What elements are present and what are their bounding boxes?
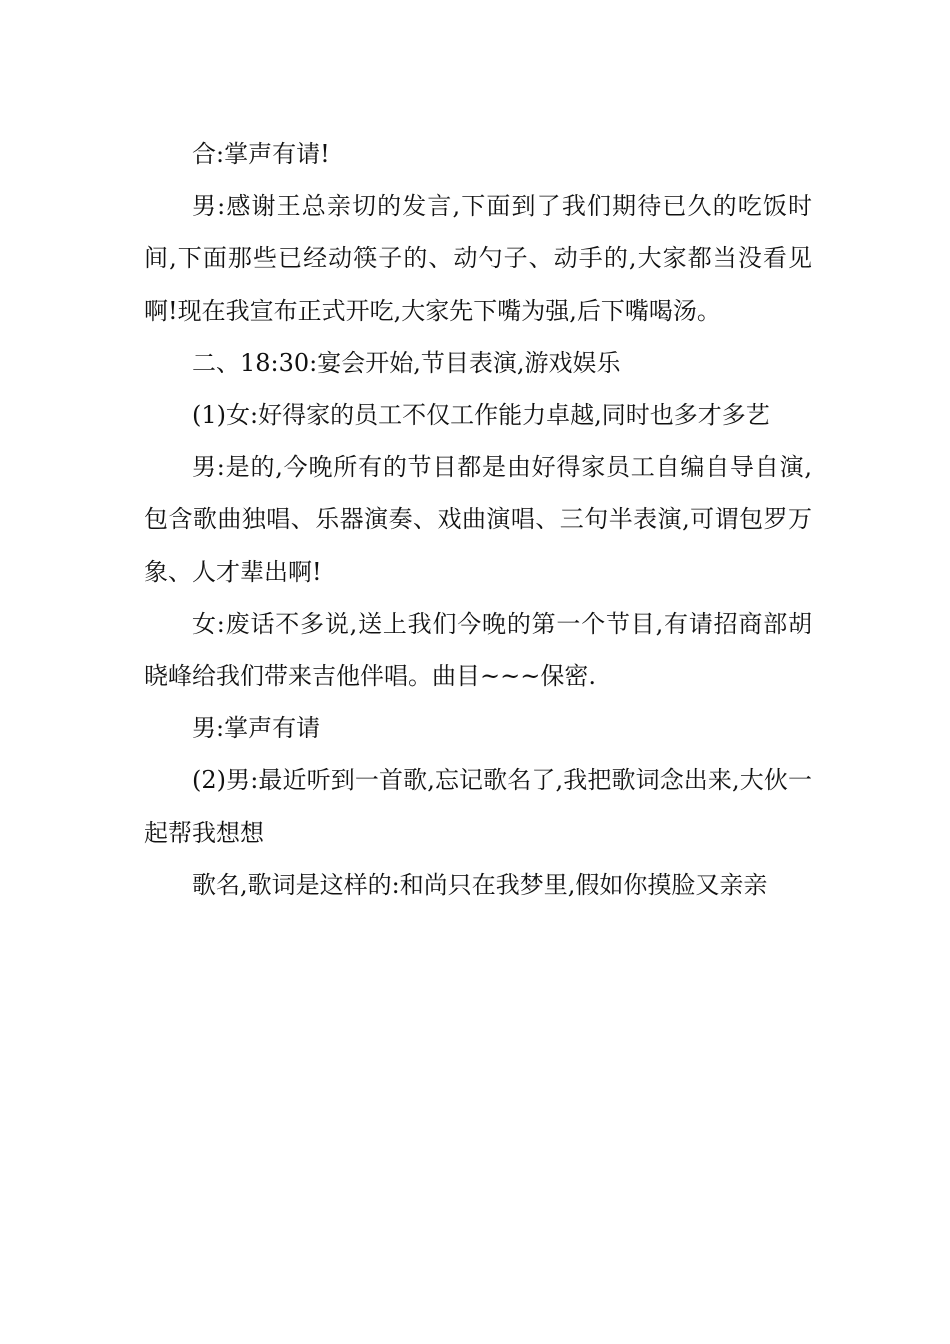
paragraph-dinner-start: 男:感谢王总亲切的发言,下面到了我们期待已久的吃饭时间,下面那些已经动筷子的、动勺子、动手的,大家都当没看见啊!现在我宣布正式开吃,大家先下嘴为强,后下嘴喝汤。 [144, 192, 812, 325]
paragraph-programs-intro: 男:是的,今晚所有的节目都是由好得家员工自编自导自演,包含歌曲独唱、乐器演奏、戏曲演唱、三句半表演,可谓包罗万象、人才辈出啊! [144, 453, 812, 586]
paragraph-song-lyrics: 歌名,歌词是这样的:和尚只在我梦里,假如你摸脸又亲亲 [192, 870, 768, 899]
document-body [144, 128, 812, 911]
paragraph-applause: 男:掌声有请 [192, 714, 321, 743]
paragraph-applause-please: 合:掌声有请! [192, 140, 330, 168]
paragraph-staff-talents: (1)女:好得家的员工不仅工作能力卓越,同时也多才多艺 [192, 401, 770, 430]
section-heading-banquet: 二、18:30:宴会开始,节目表演,游戏娱乐 [192, 348, 621, 377]
paragraph-song-guess: (2)男:最近听到一首歌,忘记歌名了,我把歌词念出来,大伙一起帮我想想 [144, 766, 812, 847]
paragraph-first-program: 女:废话不多说,送上我们今晚的第一个节目,有请招商部胡晓峰给我们带来吉他伴唱。曲目~~~保密. [144, 609, 812, 691]
